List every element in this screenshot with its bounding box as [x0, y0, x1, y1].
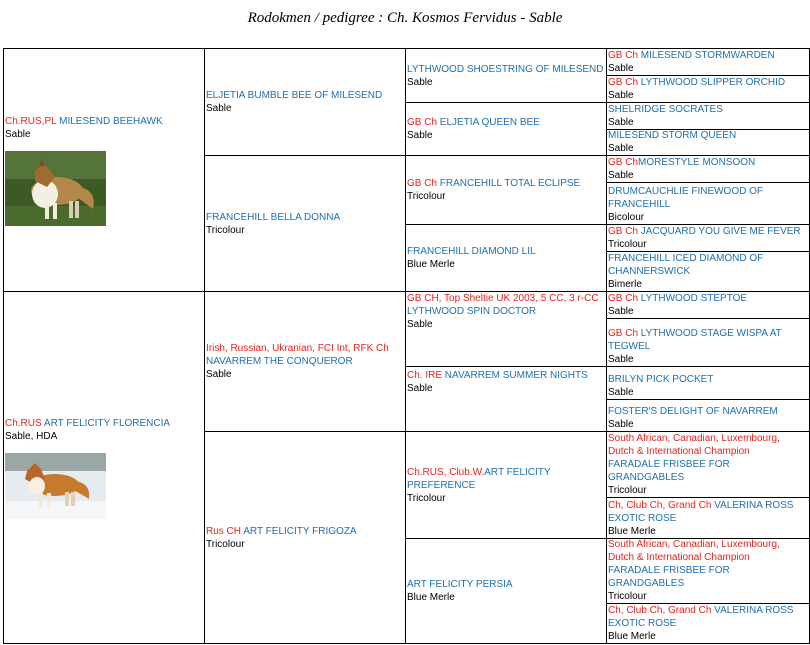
title-text: Ch, Club Ch, Grand Ch	[608, 500, 712, 511]
pedigree-cell	[405, 102, 607, 156]
title-text: GB Ch	[608, 157, 639, 168]
title-text: South African, Canadian, Luxembourg, Dutch & International Champion	[608, 539, 780, 563]
dog-name-link[interactable]: ELJETIA BUMBLE BEE OF MILESEND	[206, 90, 383, 101]
dog-name-link[interactable]: LYTHWOOD SPIN DOCTOR	[407, 306, 537, 317]
pedigree-cell	[405, 366, 607, 432]
color-text: Sable	[608, 170, 634, 181]
title-text: GB Ch	[608, 50, 639, 61]
title-text: Irish, Russian, Ukranian, FCI Int, RFK Ch	[206, 343, 389, 354]
color-text: Sable	[407, 319, 433, 330]
dog-name-link[interactable]: FRANCEHILL DIAMOND LIL	[407, 246, 536, 257]
dog-name-link[interactable]: LYTHWOOD SHOESTRING OF MILESEND	[407, 63, 604, 75]
title-text: GB Ch	[608, 293, 639, 304]
pedigree-cell	[606, 431, 810, 498]
dam-cell	[3, 291, 205, 644]
color-text: Bicolour	[608, 212, 645, 223]
pedigree-cell	[606, 155, 810, 183]
color-text: Sable	[608, 419, 634, 430]
color-text: Sable, HDA	[5, 430, 58, 442]
color-text: Sable	[608, 143, 634, 154]
pedigree-cell	[606, 75, 810, 103]
pedigree-cell	[606, 48, 810, 76]
dog-name-link[interactable]: MILESEND BEEHAWK	[59, 115, 163, 127]
pedigree-cell	[606, 102, 810, 130]
dog-name-link[interactable]: NAVARREM THE CONQUEROR	[206, 356, 353, 367]
pedigree-cell	[606, 129, 810, 156]
pedigree-cell	[606, 497, 810, 539]
color-text: Tricolour	[407, 191, 446, 202]
pedigree-cell	[405, 155, 607, 225]
color-text: Sable	[206, 103, 232, 114]
dog-name-link[interactable]: VALERINA ROSS EXOTIC ROSE	[608, 605, 794, 629]
color-text: Tricolour	[206, 538, 245, 550]
pedigree-cell	[405, 48, 607, 103]
pedigree-cell	[405, 291, 607, 367]
color-text: Sable	[608, 63, 634, 74]
color-text: Sable	[608, 387, 634, 398]
dog-name-link[interactable]: FOSTER'S DELIGHT OF NAVARREM	[608, 406, 778, 417]
dog-name-link[interactable]: BRILYN PICK POCKET	[608, 374, 714, 385]
dog-name-link[interactable]: NAVARREM SUMMER NIGHTS	[444, 370, 588, 381]
pedigree-cell	[606, 291, 810, 319]
color-text: Sable	[206, 369, 232, 380]
sable-collie-photo	[5, 151, 106, 226]
dog-name-link[interactable]: LYTHWOOD SLIPPER ORCHID	[640, 77, 786, 88]
pedigree-cell	[606, 603, 810, 644]
dog-name-link[interactable]: MILESEND STORMWARDEN	[640, 50, 775, 61]
dog-name-link[interactable]: JACQUARD YOU GIVE ME FEVER	[640, 226, 801, 237]
title-text: Ch. IRE	[407, 370, 443, 381]
color-text: Sable	[407, 76, 433, 88]
color-text: Sable	[608, 117, 634, 128]
pedigree-cell	[606, 399, 810, 432]
color-text: Sable	[407, 130, 433, 141]
title-text: GB Ch	[608, 77, 639, 88]
pedigree-cell	[606, 318, 810, 367]
color-text: Sable	[608, 90, 634, 101]
dog-name-link[interactable]: FRANCEHILL BELLA DONNA	[206, 211, 341, 223]
pedigree-cell	[606, 251, 810, 292]
color-text: Tricolour	[608, 591, 647, 602]
dog-name-link[interactable]: ELJETIA QUEEN BEE	[439, 117, 540, 128]
dog-name-link[interactable]: MORESTYLE MONSOON	[638, 157, 756, 168]
pedigree-cell	[204, 291, 406, 432]
title-text: GB CH, Top Sheltie UK 2003, 5 CC, 3 r-CC	[407, 293, 599, 304]
title-text: Ch, Club Ch, Grand Ch	[608, 605, 712, 616]
title-text: GB Ch	[608, 328, 639, 339]
color-text: Blue Merle	[608, 631, 656, 642]
pedigree-cell	[606, 366, 810, 400]
color-text: Sable	[407, 383, 433, 394]
dog-name-link[interactable]: DRUMCAUCHLIE FINEWOOD OF FRANCEHILL	[608, 186, 763, 210]
title-text: Rus CH	[206, 525, 242, 537]
title-text: Ch.RUS, Club.W.	[407, 466, 485, 478]
dog-name-link[interactable]: ART FELICITY PERSIA	[407, 579, 513, 590]
dog-name-link[interactable]: ART FELICITY FRIGOZA	[243, 525, 357, 537]
dog-name-link[interactable]: LYTHWOOD STEPTOE	[640, 293, 748, 304]
color-text: Tricolour	[608, 239, 647, 250]
color-text: Tricolour	[608, 485, 647, 496]
title-text: GB Ch	[407, 178, 438, 189]
color-text: Sable	[608, 354, 634, 365]
pedigree-cell	[204, 431, 406, 644]
pedigree-cell	[405, 224, 607, 292]
dog-name-link[interactable]: ART FELICITY PREFERENCE	[407, 466, 551, 491]
title-text: Ch.RUS,PL	[5, 115, 57, 127]
pedigree-cell	[606, 224, 810, 252]
title-text: GB Ch	[407, 117, 438, 128]
dog-name-link[interactable]: VALERINA ROSS EXOTIC ROSE	[608, 500, 794, 524]
pedigree-cell	[405, 538, 607, 644]
color-text: Blue Merle	[407, 259, 455, 270]
color-text: Blue Merle	[608, 526, 656, 537]
dog-name-link[interactable]: ART FELICITY FLORENCIA	[43, 417, 171, 429]
color-text: Sable	[608, 306, 634, 317]
color-text: Blue Merle	[407, 592, 455, 603]
color-text: Bimerle	[608, 279, 642, 290]
dog-name-link[interactable]: LYTHWOOD STAGE WISPA AT TEGWEL	[608, 328, 782, 352]
dog-name-link[interactable]: FARADALE FRISBEE FOR GRANDGABLES	[608, 459, 730, 483]
pedigree-cell	[405, 431, 607, 539]
sable-collie-in-snow-photo	[5, 453, 106, 519]
dog-name-link[interactable]: FRANCEHILL TOTAL ECLIPSE	[439, 178, 581, 189]
title-text: Ch.RUS	[5, 417, 42, 429]
dog-name-link[interactable]: SHELRIDGE SOCRATES	[608, 104, 723, 115]
color-text: Tricolour	[407, 492, 446, 504]
sire-cell	[3, 48, 205, 292]
dog-name-link[interactable]: MILESEND STORM QUEEN	[608, 130, 737, 141]
dog-name-link[interactable]: FRANCEHILL ICED DIAMOND OF CHANNERSWICK	[608, 253, 764, 277]
pedigree-cell	[606, 538, 810, 604]
color-text: Sable	[5, 128, 31, 140]
page-title: Rodokmen / pedigree : Ch. Kosmos Fervidus - Sable	[247, 10, 563, 26]
pedigree-cell	[606, 182, 810, 225]
pedigree-cell	[204, 48, 406, 156]
dog-name-link[interactable]: FARADALE FRISBEE FOR GRANDGABLES	[608, 565, 730, 589]
title-text: GB Ch	[608, 226, 639, 237]
color-text: Tricolour	[206, 224, 245, 236]
title-text: South African, Canadian, Luxembourg, Dutch & International Champion	[608, 433, 780, 457]
pedigree-cell	[204, 155, 406, 292]
